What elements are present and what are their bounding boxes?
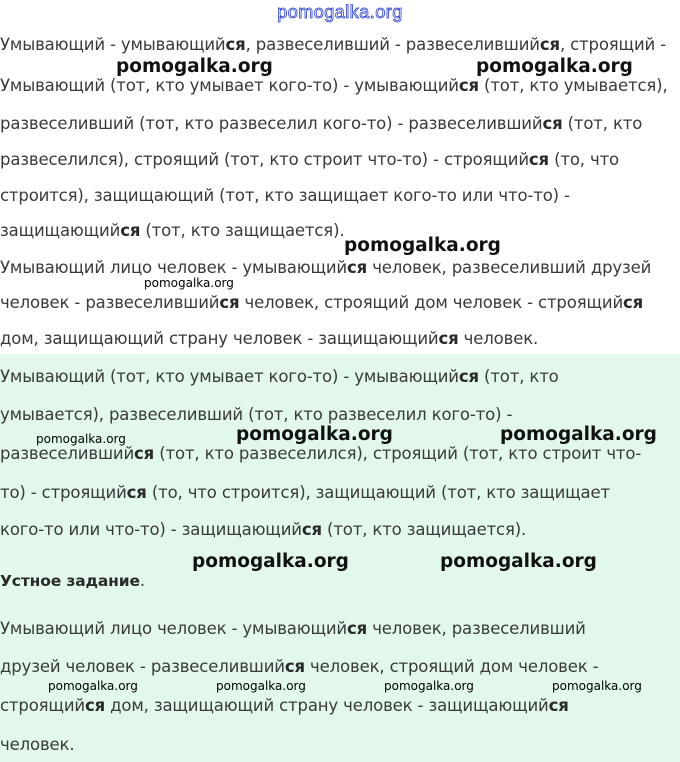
text-segment: человек. — [0, 735, 75, 754]
text-segment: (тот, кто защищается). — [140, 221, 345, 240]
text-segment: , строящий - — [559, 35, 666, 54]
heading-text: Устное задание — [0, 572, 140, 590]
suffix-emphasis: ся — [219, 293, 240, 312]
site-watermark: pomogalka.org — [384, 679, 474, 693]
text-line — [0, 656, 680, 678]
suffix-emphasis: ся — [438, 329, 459, 348]
text-line — [0, 519, 680, 541]
site-watermark: pomogalka.org — [440, 551, 597, 572]
site-watermark: pomogalka.org — [500, 424, 657, 445]
text-segment: (то, что строится), защищающий (тот, кто защищает — [146, 483, 610, 502]
suffix-emphasis: ся — [623, 293, 644, 312]
text-segment: человек - развеселивший — [0, 293, 220, 312]
suffix-emphasis: ся — [120, 221, 141, 240]
text-segment: строящий — [0, 696, 85, 715]
text-line — [0, 185, 680, 207]
text-segment: (тот, кто защищается). — [321, 520, 527, 539]
text-line — [0, 618, 680, 640]
suffix-emphasis: ся — [284, 657, 305, 676]
text-line — [0, 328, 680, 350]
suffix-emphasis: ся — [542, 114, 563, 133]
text-line — [0, 34, 680, 56]
text-segment: Умывающий лицо человек - умывающий — [0, 258, 348, 277]
text-segment: , развеселивший - развеселивший — [245, 35, 540, 54]
text-segment: (тот, кто — [562, 114, 643, 133]
text-segment: человек, развеселивший друзей — [367, 258, 652, 277]
text-segment: (тот, кто — [478, 367, 559, 386]
suffix-emphasis: ся — [458, 367, 479, 386]
site-watermark: pomogalka.org — [192, 551, 349, 572]
site-watermark: pomogalka.org — [476, 56, 633, 77]
suffix-emphasis: ся — [225, 35, 246, 54]
oral-task-heading — [0, 570, 680, 592]
text-segment: Умывающий лицо человек - умывающий — [0, 619, 348, 638]
suffix-emphasis: ся — [126, 483, 147, 502]
site-watermark: pomogalka.org — [116, 56, 273, 77]
text-segment: человек, строящий дом человек - — [304, 657, 599, 676]
text-segment: друзей человек - развеселивший — [0, 657, 285, 676]
text-segment: дом, защищающий страну человек - защищающий — [0, 329, 439, 348]
text-line — [0, 257, 680, 279]
suffix-emphasis: ся — [347, 619, 368, 638]
text-line — [0, 220, 680, 242]
text-segment: развеселился), строящий (тот, кто строит что-то) - строящий — [0, 150, 529, 169]
site-watermark-header: pomogalka.org — [277, 2, 403, 22]
suffix-emphasis: ся — [347, 258, 368, 277]
text-segment: человек, развеселивший — [367, 619, 586, 638]
site-watermark: pomogalka.org — [144, 276, 234, 290]
text-segment: защищающий — [0, 221, 121, 240]
text-segment: дом, защищающий страну человек - защищающий — [105, 696, 549, 715]
text-segment: человек, строящий дом человек - строящий — [239, 293, 624, 312]
text-line — [0, 443, 680, 465]
text-segment: Умывающий (тот, кто умывает кого-то) - умывающий — [0, 76, 459, 95]
site-watermark: pomogalka.org — [216, 679, 306, 693]
site-watermark: pomogalka.org — [48, 679, 138, 693]
text-segment: Умывающий - умывающий — [0, 35, 226, 54]
suffix-emphasis: ся — [539, 35, 560, 54]
text-segment: то) - строящий — [0, 483, 127, 502]
site-watermark: pomogalka.org — [236, 424, 393, 445]
text-line — [0, 482, 680, 504]
suffix-emphasis: ся — [134, 444, 155, 463]
text-segment: человек. — [458, 329, 539, 348]
suffix-emphasis: ся — [301, 520, 322, 539]
site-watermark: pomogalka.org — [344, 235, 501, 256]
text-segment: (то, что — [549, 150, 619, 169]
text-line — [0, 366, 680, 388]
text-segment: развеселивший — [0, 444, 135, 463]
suffix-emphasis: ся — [548, 696, 569, 715]
text-line — [0, 75, 680, 97]
text-segment: умывается), развеселивший (тот, кто развеселил кого-то) - — [0, 405, 513, 424]
text-segment: кого-то или что-то) - защищающий — [0, 520, 302, 539]
suffix-emphasis: ся — [528, 150, 549, 169]
text-segment: развеселивший (тот, кто развеселил кого-то) - развеселивший — [0, 114, 543, 133]
text-line — [0, 149, 680, 171]
text-segment: (тот, кто развеселился), строящий (тот, кто строит что- — [154, 444, 642, 463]
suffix-emphasis: ся — [458, 76, 479, 95]
text-segment: Умывающий (тот, кто умывает кого-то) - умывающий — [0, 367, 459, 386]
site-watermark: pomogalka.org — [552, 679, 642, 693]
suffix-emphasis: ся — [84, 696, 106, 715]
text-line — [0, 292, 680, 314]
text-segment: строится), защищающий (тот, кто защищает кого-то или что-то) - — [0, 186, 570, 205]
heading-period: . — [139, 571, 145, 590]
text-segment: (тот, кто умывается), — [478, 76, 668, 95]
text-line — [0, 734, 680, 756]
text-line — [0, 404, 680, 426]
site-watermark: pomogalka.org — [36, 432, 126, 446]
text-line — [0, 113, 680, 135]
text-line — [0, 695, 680, 717]
